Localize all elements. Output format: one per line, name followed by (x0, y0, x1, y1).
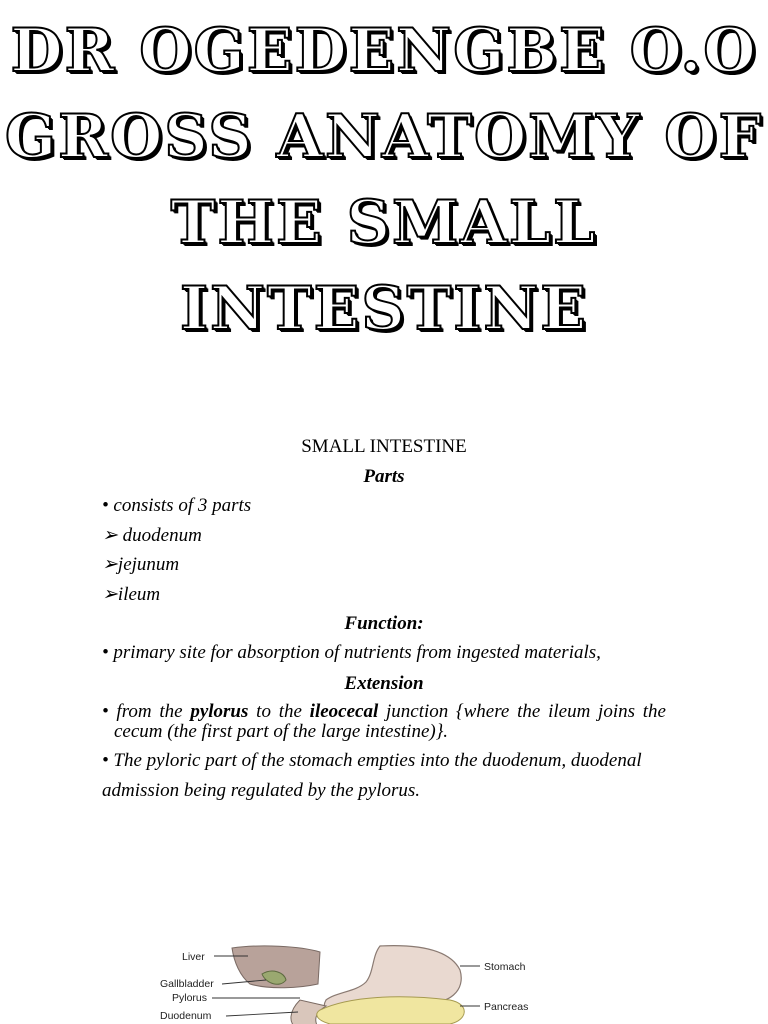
title-line-4: INTESTINE (180, 274, 588, 344)
term-pylorus: pylorus (190, 701, 249, 722)
function-heading: Function: (344, 613, 424, 634)
title-line-3: THE SMALL (170, 188, 598, 258)
content-body (102, 432, 666, 805)
title-line-2: GROSS ANATOMY OF (4, 102, 764, 172)
duodenum-leader (226, 1012, 298, 1016)
title-line-1: DR OGEDENGBE O.O (10, 16, 758, 86)
function-text: • primary site for absorption of nutrients from ingested materials, (102, 641, 601, 663)
parts-intro: • consists of 3 parts (102, 495, 252, 516)
part-item: ➢jejunum (102, 554, 180, 575)
document-title (0, 8, 768, 352)
part-item: ➢ duodenum (102, 524, 202, 546)
extension-text-pre: • from the (102, 701, 191, 722)
extension-text-mid: to the (248, 701, 310, 722)
label-liver: Liver (182, 951, 205, 963)
parts-heading: Parts (363, 465, 405, 487)
label-duodenum: Duodenum (160, 1010, 212, 1022)
label-pancreas: Pancreas (484, 1001, 529, 1013)
pyloric-text: • The pyloric part of the stomach empties into the duodenum, duodenal admission being regulated by the pylorus. (102, 750, 642, 801)
section-heading: SMALL INTESTINE (301, 436, 467, 457)
extension-text-post: junction {where the ileum joins the cecum (the first part of the large intestine)}. (114, 701, 666, 742)
extension-heading: Extension (344, 672, 424, 694)
term-ileocecal: ileocecal (309, 701, 379, 722)
part-item: ➢ileum (102, 583, 161, 605)
label-gallbladder: Gallbladder (160, 978, 214, 990)
anatomy-illustration (150, 940, 580, 1024)
anatomy-diagram (150, 940, 580, 1024)
label-stomach: Stomach (484, 961, 526, 973)
label-pylorus: Pylorus (172, 992, 208, 1004)
extension-text (102, 702, 666, 742)
